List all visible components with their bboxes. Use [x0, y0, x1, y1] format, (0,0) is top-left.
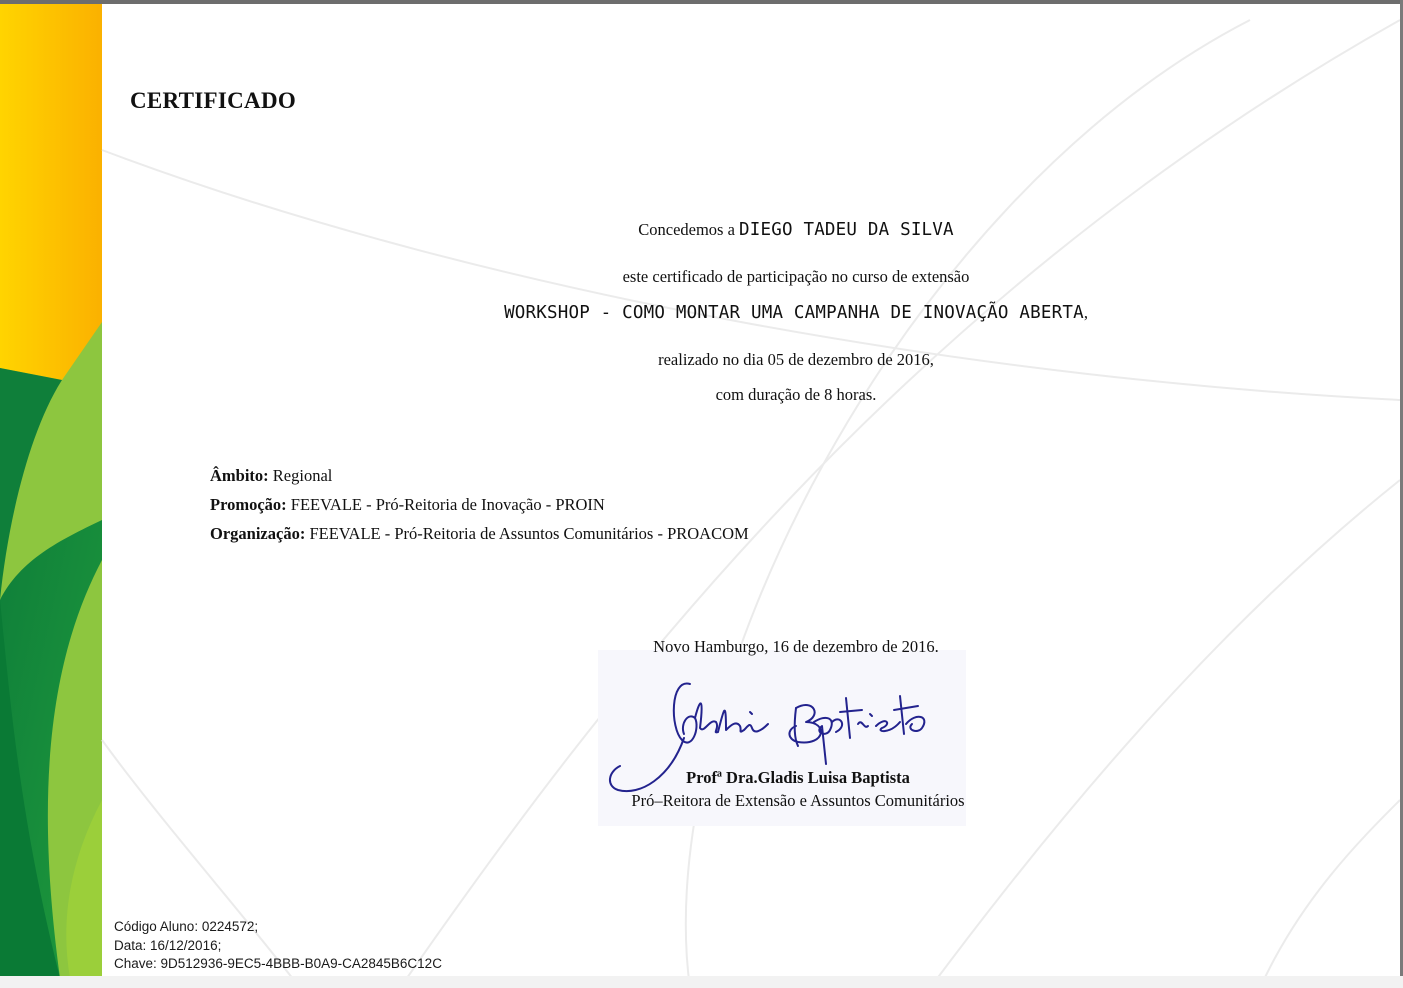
- signer-role: Pró–Reitora de Extensão e Assuntos Comunitários: [631, 791, 965, 810]
- top-border: [0, 0, 1403, 4]
- grant-line: [396, 220, 1196, 240]
- verification-key: Chave: 9D512936-9EC5-4BBB-B0A9-CA2845B6C12C: [114, 956, 442, 971]
- course-line: [396, 303, 1196, 323]
- ambito-value: Regional: [268, 466, 333, 485]
- participation-text: este certificado de participação no curso de extensão: [622, 267, 970, 286]
- organizacao-label: Organização:: [210, 524, 306, 543]
- bottom-band: [0, 976, 1403, 988]
- student-code: Código Aluno: 0224572;: [114, 919, 259, 934]
- grant-prefix: Concedemos a: [638, 220, 740, 239]
- issue-date: Data: 16/12/2016;: [114, 937, 222, 953]
- event-duration: com duração de 8 horas.: [715, 385, 877, 404]
- course-suffix: ,: [1083, 303, 1088, 322]
- verification-footer: [114, 918, 442, 974]
- ambito-row: [210, 466, 332, 486]
- promocao-value: FEEVALE - Pró-Reitoria de Inovação - PROIN: [286, 495, 605, 514]
- course-name: WORKSHOP - COMO MONTAR UMA CAMPANHA DE INOVAÇÃO ABERTA: [504, 303, 1084, 323]
- place-and-date: Novo Hamburgo, 16 de dezembro de 2016.: [653, 637, 939, 656]
- signer-name: Profª Dra.Gladis Luisa Baptista: [686, 768, 910, 787]
- event-date: realizado no dia 05 de dezembro de 2016,: [658, 350, 934, 369]
- certificate-title: CERTIFICADO: [130, 88, 297, 113]
- organizacao-row: [210, 524, 749, 544]
- promocao-label: Promoção:: [210, 495, 287, 514]
- promocao-row: [210, 495, 605, 515]
- organizacao-value: FEEVALE - Pró-Reitoria de Assuntos Comunitários - PROACOM: [305, 524, 749, 543]
- recipient-name: DIEGO TADEU DA SILVA: [739, 220, 954, 240]
- ambito-label: Âmbito:: [210, 466, 269, 485]
